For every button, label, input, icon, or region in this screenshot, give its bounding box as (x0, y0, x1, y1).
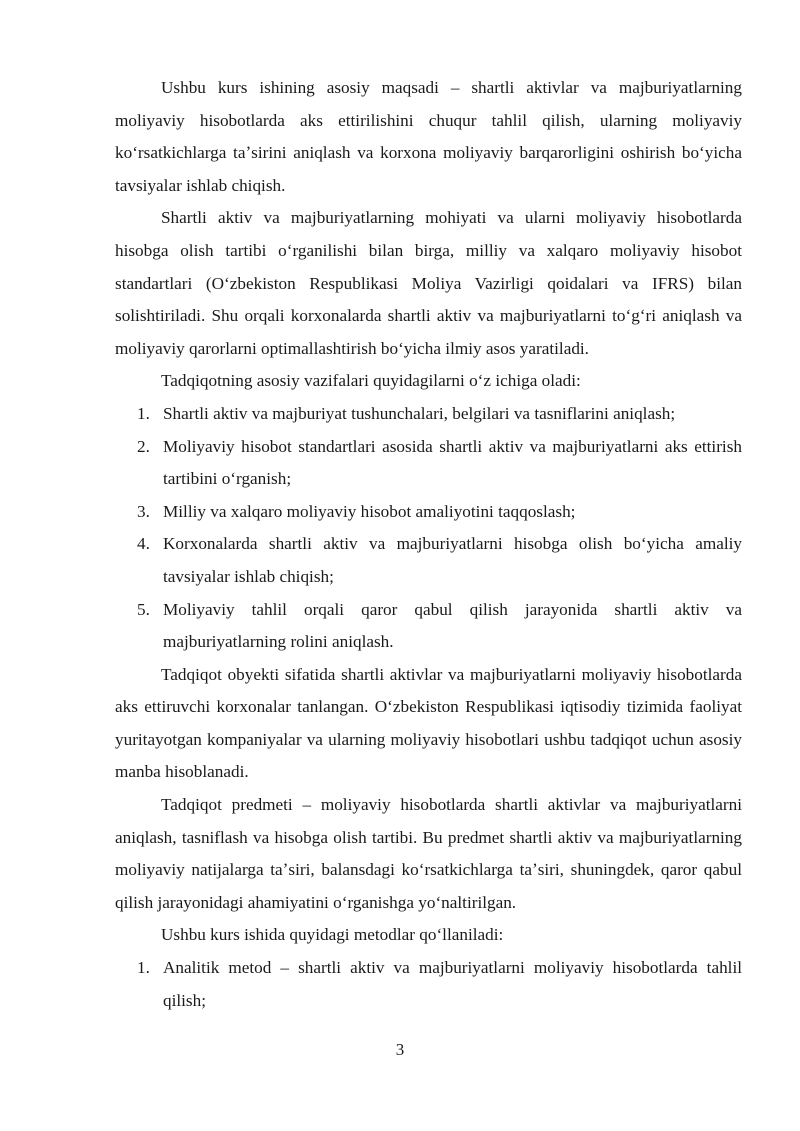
list-item-text: Moliyaviy tahlil orqali qaror qabul qilish jarayonida shartli aktiv va majburiyatlarning rolini aniqlash. (163, 599, 742, 652)
list-item (115, 496, 742, 529)
paragraph-purpose: Ushbu kurs ishining asosiy maqsadi – shartli aktivlar va majburiyatlarning moliyaviy hisobotlarda aks ettirilishini chuqur tahlil qilish, ularning moliyaviy koʻrsatkichlarga taʼsirini aniqlash va korxona moliyaviy barqarorligini oshirish boʻyicha tavsiyalar ishlab chiqish. (115, 78, 742, 195)
list-item-text: Analitik metod – shartli aktiv va majburiyatlarni moliyaviy hisobotlarda tahlil qilish; (163, 958, 742, 1010)
list-item-number: 3. (137, 501, 150, 521)
paragraph-standards: Shartli aktiv va majburiyatlarning mohiyati va ularni moliyaviy hisobotlarda hisobga olish tartibi oʻrganilishi bilan birga, milliy va xalqaro moliyaviy hisobot standartlari (Oʻzbekiston Respublikasi Moliya Vazirligi qoidalari va IFRS) bilan solishtiriladi. Shu orqali korxonalarda shartli aktiv va majburiyatlarni toʻgʻri aniqlash va moliyaviy qarorlarni optimallashtirish boʻyicha ilmiy asos yaratiladi. (115, 208, 742, 358)
list-item-number: 5. (137, 599, 150, 619)
list-item (115, 952, 742, 1017)
list-item (115, 594, 742, 659)
paragraph-tasks-intro: Tadqiqotning asosiy vazifalari quyidagilarni oʻz ichiga oladi: (161, 371, 581, 391)
paragraph-subject: Tadqiqot predmeti – moliyaviy hisobotlarda shartli aktivlar va majburiyatlarni aniqlash, tasniflash va hisobga olish tartibi. Bu predmet shartli aktiv va majburiyatlarning moliyaviy natijalarga taʼsiri, balansdagi koʻrsatkichlarga taʼsiri, shuningdek, qaror qabul qilish jarayonidagi ahamiyatini oʻrganishga yoʻnaltirilgan. (115, 795, 742, 912)
list-item-number: 1. (137, 403, 150, 423)
paragraph-object: Tadqiqot obyekti sifatida shartli aktivlar va majburiyatlarni moliyaviy hisobotlarda aks ettiruvchi korxonalar tanlangan. Oʻzbekiston Respublikasi iqtisodiy tizimida faoliyat yuritayotgan kompaniyalar va ularning moliyaviy hisobotlari ushbu tadqiqot uchun asosiy manba hisoblanadi. (115, 664, 742, 782)
document-body (115, 72, 742, 1017)
list-item-number: 2. (137, 436, 150, 456)
list-item-number: 1. (137, 958, 150, 978)
list-item (115, 528, 742, 593)
page-number: 3 (395, 1040, 405, 1059)
list-item (115, 431, 742, 496)
methods-list (115, 952, 742, 1017)
list-item (115, 398, 742, 431)
list-item-text: Moliyaviy hisobot standartlari asosida shartli aktiv va majburiyatlarni aks ettirish tartibini oʻrganish; (163, 436, 742, 489)
list-item-text: Milliy va xalqaro moliyaviy hisobot amaliyotini taqqoslash; (163, 501, 576, 521)
list-item-text: Shartli aktiv va majburiyat tushunchalari, belgilari va tasniflarini aniqlash; (163, 403, 676, 423)
list-item-number: 4. (137, 534, 150, 554)
paragraph-methods-intro: Ushbu kurs ishida quyidagi metodlar qoʻllaniladi: (161, 925, 504, 945)
list-item-text: Korxonalarda shartli aktiv va majburiyatlarni hisobga olish boʻyicha amaliy tavsiyalar ishlab chiqish; (163, 534, 742, 586)
tasks-list (115, 398, 742, 659)
